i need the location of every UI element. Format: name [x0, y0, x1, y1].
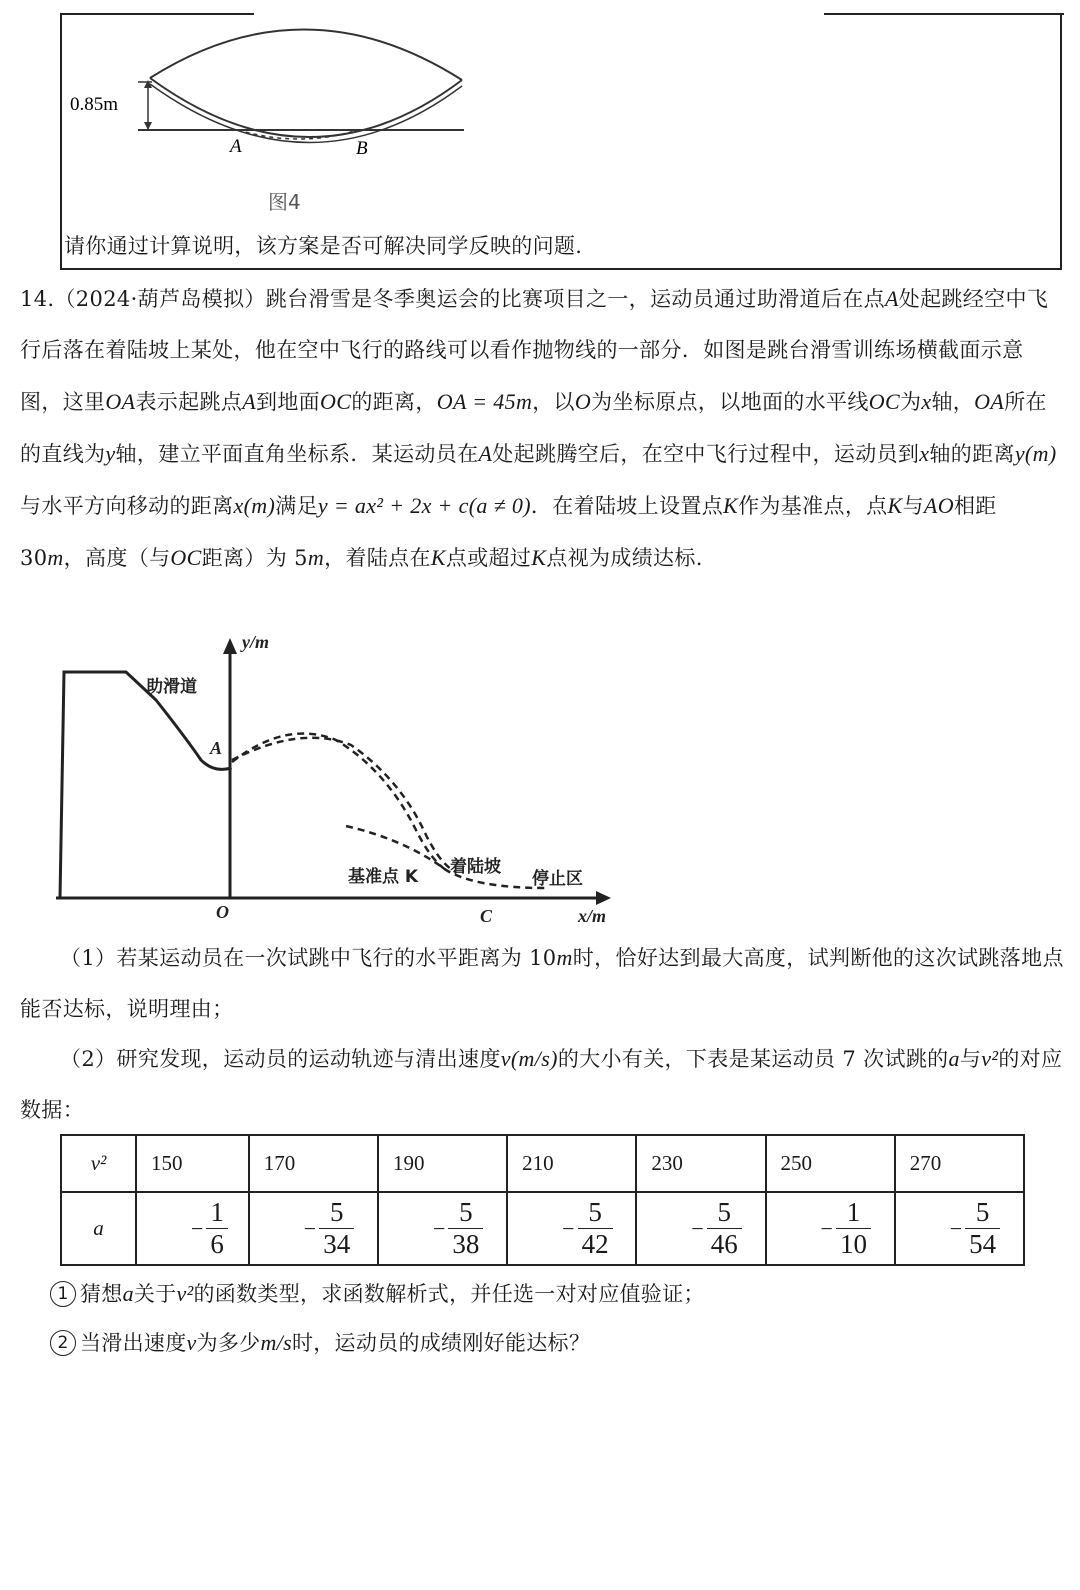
- table-cell-a: − $\frac{1}{10}$: [766, 1192, 895, 1265]
- arch-upper-curve: [150, 29, 462, 80]
- table-cell-a: − $\frac{5}{42}$: [507, 1192, 636, 1265]
- question-14-stem: 14.（2024·葫芦岛模拟）跳台滑雪是冬季奥运会的比赛项目之一，运动员通过助滑道后在点A处起跳经空中飞行后落在着陆坡上某处，他在空中飞行的路线可以看作抛物线的一部分．如图是跳台滑雪训练场横截面示意图，这里OA表示起跳点A到地面OC的距离，OA = 45m，以O为坐标原点，以地面的水平线OC为x轴，OA所在的直线为y轴，建立平面直角坐标系．某运动员在A处起跳腾空后，在空中飞行过程中，运动员到x轴的距离y(m)与水平方向移动的距离x(m)满足y = ax² + 2x + c(a ≠ 0)．在着陆坡上设置点K作为基准点，点K与AO相距 30m，高度（与OC距离）为 5m，着陆点在K点或超过K点视为成绩达标.: [20, 286, 1057, 570]
- velocity-coefficient-table: [60, 1134, 1025, 1266]
- origin-label: O: [216, 902, 229, 922]
- x-axis-arrow: [596, 891, 611, 905]
- part-1-text: （1）若某运动员在一次试跳中飞行的水平距离为 10m时，恰好达到最大高度，试判断他的这次试跳落地点能否达标，说明理由；: [20, 945, 1064, 1021]
- sub-question-2: 2 当滑出速度v为多少m/s时，运动员的成绩刚好能达标？: [50, 1327, 590, 1357]
- table-cell-v2: 250: [766, 1135, 895, 1192]
- y-axis-arrow: [223, 638, 237, 654]
- question-source: （2024·葫芦岛模拟）: [54, 287, 266, 311]
- table-header-v2: v²: [61, 1135, 136, 1192]
- table-cell-v2: 230: [636, 1135, 765, 1192]
- landing-slope-label: 着陆坡: [450, 857, 501, 877]
- table-row-v2: [61, 1135, 1024, 1192]
- sub-question-1: 1 猜想a关于v²的函数类型，求函数解析式，并任选一对对应值验证；: [50, 1278, 705, 1308]
- trajectory-2: [232, 738, 456, 872]
- stop-zone-label: 停止区: [532, 869, 583, 889]
- table-cell-v2: 210: [507, 1135, 636, 1192]
- part-2-text: （2）研究发现，运动员的运动轨迹与清出速度v(m/s)的大小有关，下表是某运动员 7 次试跳的a与v²的对应数据：: [20, 1046, 1063, 1122]
- arch-inner-curve: [150, 84, 462, 143]
- x-axis-label: x/m: [578, 906, 607, 926]
- figure-4-caption: 图4: [268, 190, 301, 214]
- table-cell-a: − $\frac{5}{54}$: [895, 1192, 1024, 1265]
- table-cell-a: − $\frac{1}{6}$: [136, 1192, 249, 1265]
- point-a-diagram-label: A: [210, 738, 223, 758]
- ramp-outline: [60, 672, 231, 898]
- ski-jump-diagram: [46, 630, 626, 930]
- circled-number-2: 2: [50, 1330, 76, 1356]
- point-c-label: C: [480, 906, 493, 926]
- table-cell-v2: 170: [249, 1135, 378, 1192]
- previous-question-text: 请你通过计算说明，该方案是否可解决同学反映的问题.: [64, 234, 583, 258]
- question-number: 14.: [20, 287, 55, 311]
- table-cell-v2: 190: [378, 1135, 507, 1192]
- height-arrow-down: [144, 122, 152, 130]
- arch-lower-curve: [150, 78, 462, 137]
- table-cell-v2: 150: [136, 1135, 249, 1192]
- point-b-label: B: [356, 138, 368, 159]
- table-cell-a: − $\frac{5}{34}$: [249, 1192, 378, 1265]
- table-cell-a: − $\frac{5}{38}$: [378, 1192, 507, 1265]
- table-header-a: a: [61, 1192, 136, 1265]
- ramp-label: 助滑道: [146, 677, 197, 697]
- height-label: 0.85m: [70, 94, 119, 115]
- trajectory-1: [232, 734, 446, 870]
- base-point-k-label: 基准点 K: [348, 867, 419, 887]
- table-cell-a: − $\frac{5}{46}$: [636, 1192, 765, 1265]
- point-a-label: A: [230, 136, 242, 157]
- y-axis-label: y/m: [242, 632, 269, 652]
- circled-number-1: 1: [50, 1281, 76, 1307]
- table-row-a: [61, 1192, 1024, 1265]
- table-cell-v2: 270: [895, 1135, 1024, 1192]
